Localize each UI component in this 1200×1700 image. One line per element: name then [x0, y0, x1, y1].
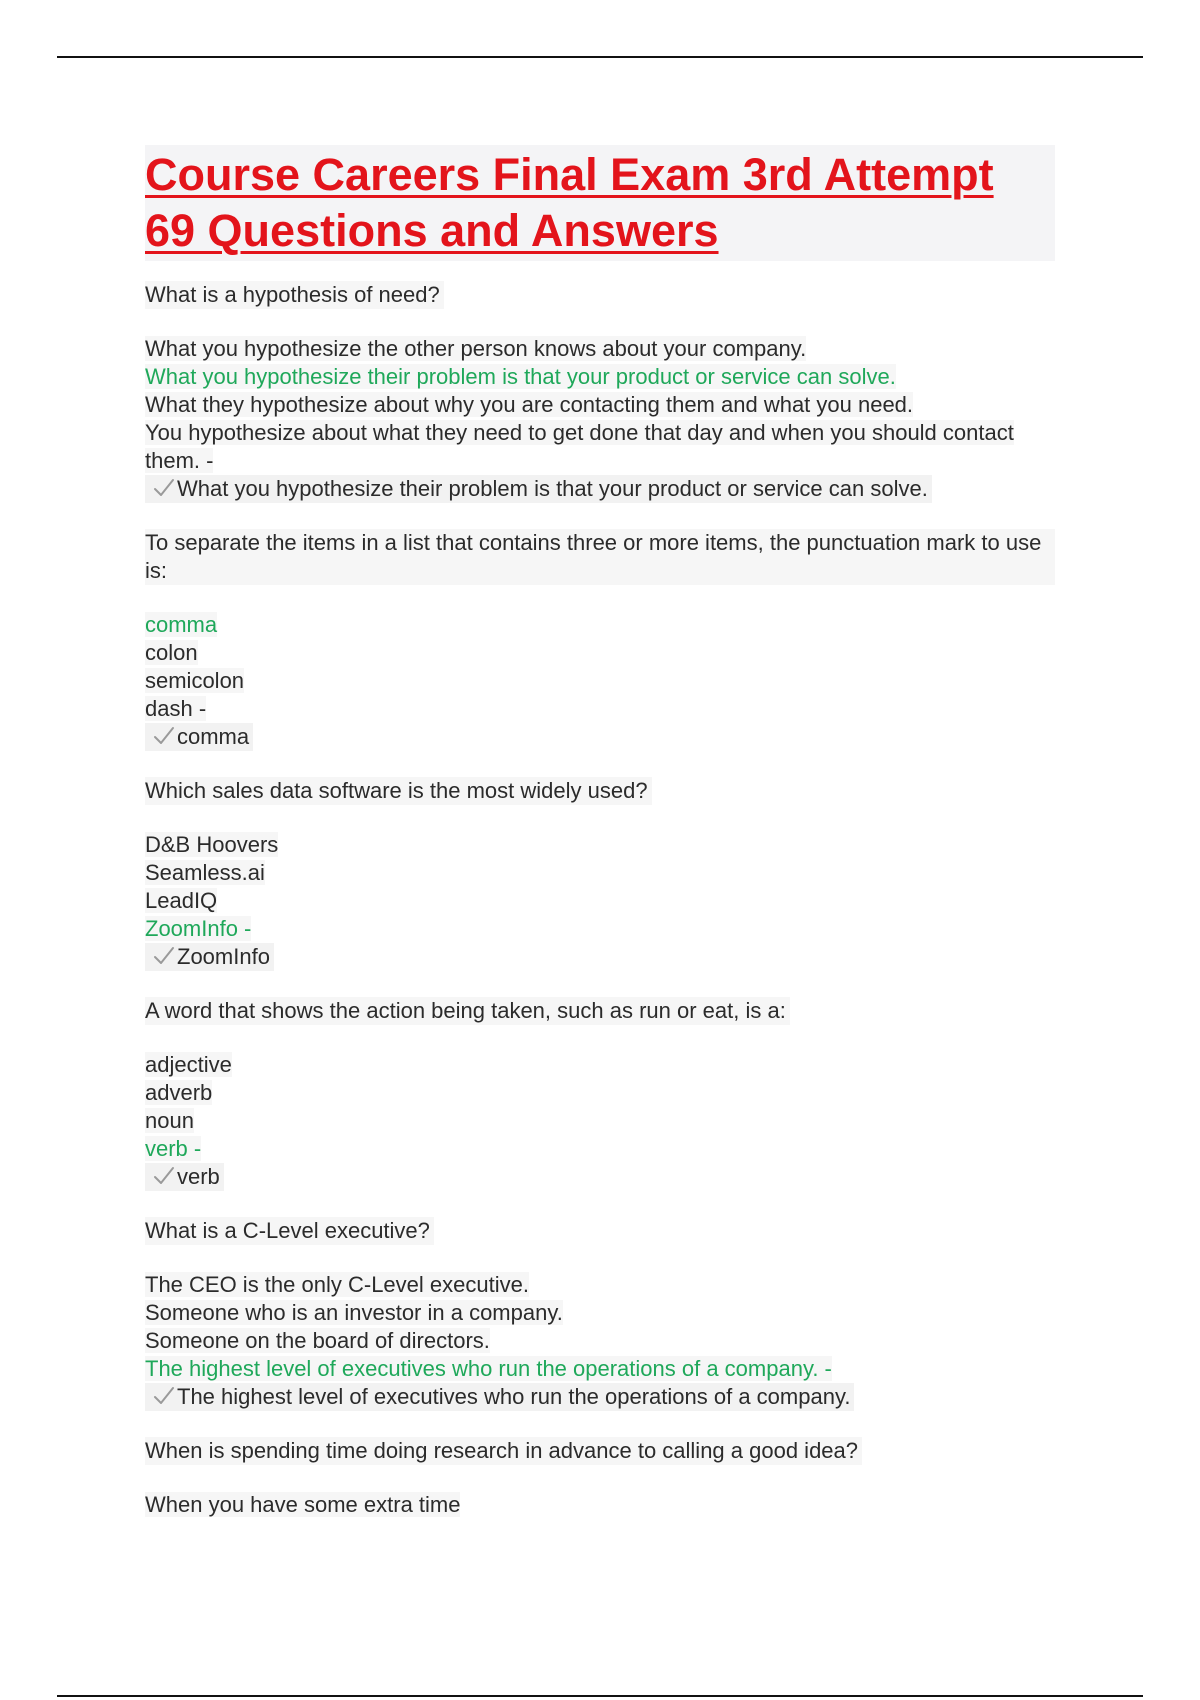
option: [145, 831, 1055, 859]
option-text: The CEO is the only C-Level executive.: [145, 1272, 529, 1297]
checkmark-icon: [153, 945, 175, 967]
question-stem: What is a C-Level executive?: [145, 1217, 434, 1245]
checkmark-icon: [153, 1165, 175, 1187]
option: [145, 695, 1055, 723]
question-block: [145, 529, 1055, 751]
option: [145, 419, 1055, 475]
correct-option: [145, 363, 1055, 391]
checkmark-icon: [153, 725, 175, 747]
option: [145, 1051, 1055, 1079]
option-text: D&B Hoovers: [145, 832, 279, 857]
answer-text: ZoomInfo: [177, 944, 270, 969]
option-text: What you hypothesize the other person knows about your company.: [145, 336, 807, 361]
option: [145, 667, 1055, 695]
question-stem: What is a hypothesis of need?: [145, 281, 444, 309]
option-text: comma: [145, 612, 218, 637]
option-list: [145, 1491, 1055, 1519]
checkmark-icon: [153, 1385, 175, 1407]
question-list: [145, 281, 1055, 1519]
question-block: [145, 1217, 1055, 1411]
option-list: [145, 831, 1055, 971]
option-text: adjective: [145, 1052, 232, 1077]
option: [145, 1079, 1055, 1107]
option-text: Seamless.ai: [145, 860, 265, 885]
question-block: [145, 281, 1055, 503]
option-list: [145, 1051, 1055, 1191]
question-stem: A word that shows the action being taken, such as run or eat, is a:: [145, 997, 790, 1025]
option-text: When you have some extra time: [145, 1492, 461, 1517]
option-text: Someone on the board of directors.: [145, 1328, 490, 1353]
option-text: dash -: [145, 696, 207, 721]
bottom-rule: [57, 1695, 1143, 1697]
option-text: adverb: [145, 1080, 213, 1105]
option-text: noun: [145, 1108, 194, 1133]
question-stem: Which sales data software is the most widely used?: [145, 777, 652, 805]
answer-text: comma: [177, 724, 250, 749]
option-text: You hypothesize about what they need to get done that day and when you should contact them. -: [145, 420, 1014, 473]
answer-line: [145, 723, 253, 751]
option: [145, 1299, 1055, 1327]
option-text: verb -: [145, 1136, 202, 1161]
answer-line: [145, 943, 274, 971]
option-list: [145, 611, 1055, 751]
option-text: What they hypothesize about why you are contacting them and what you need.: [145, 392, 914, 417]
option: [145, 639, 1055, 667]
option: [145, 1491, 1055, 1519]
correct-option: [145, 915, 1055, 943]
question-block: [145, 777, 1055, 971]
option-text: colon: [145, 640, 198, 665]
option-text: ZoomInfo -: [145, 916, 252, 941]
option: [145, 391, 1055, 419]
correct-option: [145, 1135, 1055, 1163]
option-text: semicolon: [145, 668, 245, 693]
answer-text: What you hypothesize their problem is that your product or service can solve.: [177, 476, 928, 501]
option: [145, 1107, 1055, 1135]
option-text: The highest level of executives who run the operations of a company. -: [145, 1356, 832, 1381]
option: [145, 1271, 1055, 1299]
option-text: What you hypothesize their problem is that your product or service can solve.: [145, 364, 896, 389]
page-title: Course Careers Final Exam 3rd Attempt 69 Questions and Answers: [145, 145, 1055, 261]
top-rule: [57, 56, 1143, 58]
correct-option: [145, 611, 1055, 639]
option: [145, 1327, 1055, 1355]
option: [145, 335, 1055, 363]
question-stem: When is spending time doing research in advance to calling a good idea?: [145, 1437, 862, 1465]
answer-line: [145, 475, 932, 503]
option-list: [145, 1271, 1055, 1411]
option-text: Someone who is an investor in a company.: [145, 1300, 563, 1325]
question-block: [145, 1437, 1055, 1519]
correct-option: [145, 1355, 1055, 1383]
answer-text: verb: [177, 1164, 220, 1189]
option: [145, 887, 1055, 915]
option-text: LeadIQ: [145, 888, 218, 913]
document-body: [145, 145, 1055, 1545]
question-block: [145, 997, 1055, 1191]
option: [145, 859, 1055, 887]
option-list: [145, 335, 1055, 503]
answer-line: [145, 1163, 224, 1191]
answer-text: The highest level of executives who run the operations of a company.: [177, 1384, 851, 1409]
checkmark-icon: [153, 477, 175, 499]
question-stem: To separate the items in a list that contains three or more items, the punctuation mark to use is:: [145, 529, 1055, 585]
answer-line: [145, 1383, 854, 1411]
